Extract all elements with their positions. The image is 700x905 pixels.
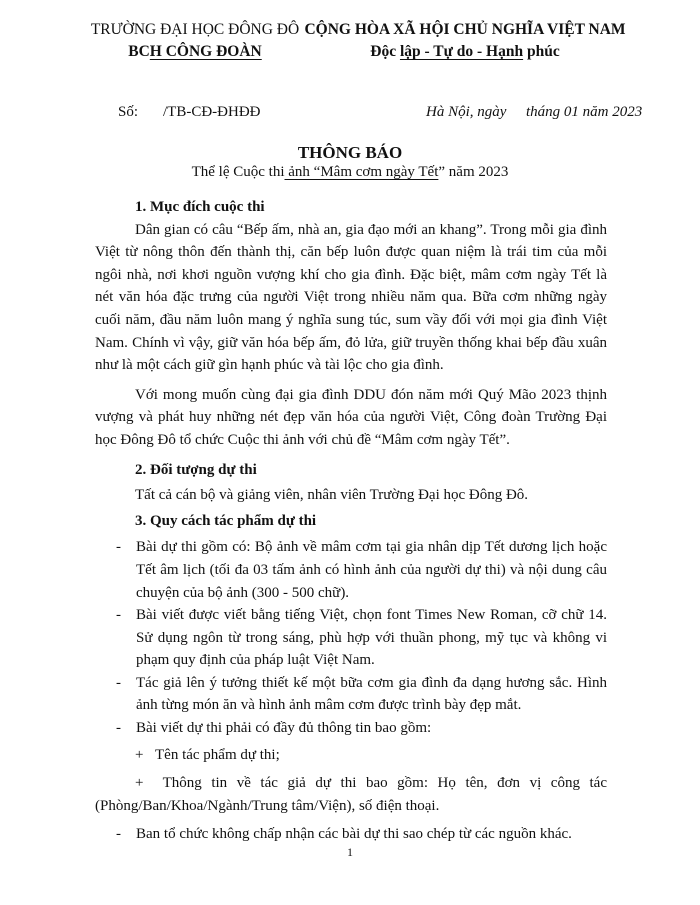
section-2-heading: 2. Đối tượng dự thi — [135, 461, 257, 478]
organization-unit-prefix: BC — [128, 43, 150, 60]
subtitle-underlined: ảnh “Mâm cơm ngày Tết — [284, 164, 439, 180]
document-subtitle — [0, 164, 700, 181]
document-number-label: Số: — [118, 104, 139, 120]
section-1-paragraph-2: Với mong muốn cùng đại gia đình DDU đón năm mới Quý Mão 2023 thịnh vượng và phát huy những nét đẹp văn hóa của người Việt, Công đoàn Trường Đại học Đông Đô tổ chức Cuộc thi ảnh với chủ đề “Mâm cơm ngày Tết”. — [95, 386, 607, 448]
list-item — [95, 672, 607, 717]
list-item — [95, 604, 607, 672]
organization-unit — [90, 43, 300, 61]
list-item — [95, 717, 607, 740]
national-motto-prefix: Độc — [370, 43, 400, 60]
sub-list-item-line — [95, 772, 607, 795]
document-title: THÔNG BÁO — [297, 143, 403, 162]
dash-bullet: - — [116, 720, 121, 737]
sub-list-item-text: Tên tác phẩm dự thi; — [155, 746, 280, 763]
section-1-heading: 1. Mục đích cuộc thi — [135, 199, 265, 215]
list-item-text: Bài viết dự thi phải có đầy đủ thông tin bao gồm: — [136, 720, 432, 737]
national-motto-underlined: lập - Tự do - Hạnh — [399, 43, 524, 60]
dash-bullet: - — [116, 826, 121, 843]
plus-bullet: + — [135, 775, 144, 792]
sub-list-item-text: Thông tin về tác giả dự thi bao gồm: Họ tên, đơn vị công tác — [162, 775, 607, 792]
section-2-paragraph: Tất cả cán bộ và giảng viên, nhân viên Trường Đại học Đông Đô. — [135, 487, 529, 504]
subtitle-prefix: Thể lệ Cuộc thi — [191, 164, 285, 180]
section-3-heading: 3. Quy cách tác phẩm dự thi — [135, 512, 317, 529]
plus-bullet: + — [135, 746, 144, 763]
page-number: 1 — [347, 845, 353, 859]
list-item-text: Ban tổ chức không chấp nhận các bài dự thi sao chép từ các nguồn khác. — [136, 826, 572, 843]
list-item-text: Tác giả lên ý tưởng thiết kế một bữa cơm gia đình đa dạng hương sắc. Hình ảnh từng món ăn và hình ảnh mâm cơm được trình bày đẹp mắt. — [136, 674, 607, 714]
list-item-text: Bài dự thi gồm có: Bộ ảnh về mâm cơm tại gia nhân dịp Tết dương lịch hoặc Tết âm lịch (tối đa 03 tấm ảnh có hình ảnh của người dự thi) và nội dung câu chuyện của bộ ảnh (300 - 500 chữ). — [136, 539, 607, 601]
organization-name: TRƯỜNG ĐẠI HỌC ĐÔNG ĐÔ — [90, 21, 300, 38]
dash-bullet: - — [116, 607, 121, 624]
dash-bullet: - — [116, 674, 121, 691]
subtitle-suffix: ” năm 2023 — [438, 164, 509, 180]
list-item — [95, 823, 607, 846]
document-body — [95, 196, 607, 846]
document-number-code: /TB-CĐ-ĐHĐĐ — [163, 104, 261, 120]
sub-list-item-continuation: (Phòng/Ban/Khoa/Ngành/Trung tâm/Viện), số điện thoại. — [95, 797, 440, 814]
section-1-paragraph-1: Dân gian có câu “Bếp ấm, nhà an, gia đạo mới an khang”. Trong mỗi gia đình Việt từ nông thôn đến thành thị, căn bếp luôn được quan niệm là trái tim của mỗi ngôi nhà, nơi khơi nguồn vượng khí cho gia đình. Đặc biệt, mâm cơm ngày Tết là nét văn hóa đặc trưng của người Việt trong nhiều năm qua. Bữa cơm những ngày cuối năm, đầu năm luôn mang ý nghĩa sung túc, sum vầy đối với mọi gia đình Việt Nam. Chính vì vậy, giữ văn hóa bếp ấm, đỏ lửa, giữ truyền thống khai bếp đầu xuân như là một cách giữ gìn hạnh phúc và tài lộc cho gia đình. — [95, 221, 607, 374]
sub-list-item — [95, 744, 607, 767]
national-title: CỘNG HÒA XÃ HỘI CHỦ NGHĨA VIỆT NAM — [304, 21, 626, 38]
national-motto-suffix: phúc — [523, 43, 560, 60]
place-date-day: Hà Nội, ngày — [426, 104, 507, 120]
list-item — [95, 536, 607, 604]
organization-unit-underlined: H CÔNG ĐOÀN — [149, 43, 262, 60]
place-date-month-year: tháng 01 năm 2023 — [526, 104, 643, 120]
list-item-text: Bài viết được viết bằng tiếng Việt, chọn font Times New Roman, cỡ chữ 14. Sử dụng ngôn từ trong sáng, phù hợp với thuần phong, mỹ tục và không vi phạm quy định của pháp luật Việt Nam. — [136, 607, 607, 669]
sub-list-item — [95, 772, 607, 817]
dash-bullet: - — [116, 539, 121, 556]
national-motto — [300, 43, 630, 61]
